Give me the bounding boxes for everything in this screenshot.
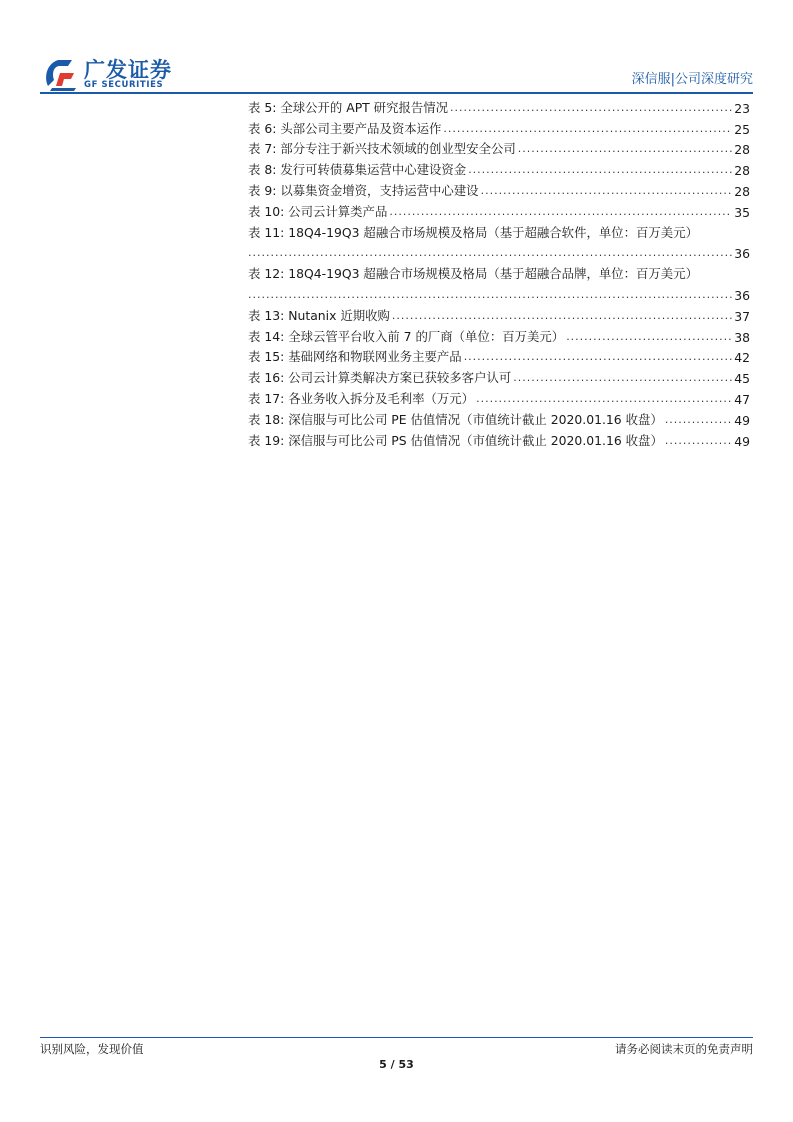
toc-leader-dots [665,435,732,449]
toc-entry-continuation[interactable] [248,282,750,303]
toc-leader-dots [389,206,732,220]
table-of-contents [248,95,750,449]
toc-entry-page: 23 [734,100,750,116]
toc-leader-dots [513,372,732,386]
toc-entry-label: 表 18: 深信服与可比公司 PE 估值情况（市值统计截止 2020.01.16 收盘） [248,411,663,427]
toc-entry[interactable] [248,137,750,158]
report-title: 深信服|公司深度研究 [631,72,753,87]
toc-entry-page: 47 [734,391,750,407]
toc-entry[interactable] [248,303,750,324]
toc-entry[interactable] [248,220,750,241]
toc-entry[interactable] [248,428,750,449]
toc-entry[interactable] [248,407,750,428]
header-divider [40,92,753,94]
toc-leader-dots [450,102,732,116]
logo-english-name: GF SECURITIES [84,80,164,90]
toc-entry-page: 28 [734,183,750,199]
toc-entry-page: 28 [734,142,750,158]
toc-leader-dots [464,351,733,365]
toc-entry-page: 36 [734,287,750,303]
toc-entry-continuation[interactable] [248,241,750,262]
footer-divider [40,1037,753,1038]
toc-entry-page: 38 [734,329,750,345]
toc-entry[interactable] [248,157,750,178]
toc-entry[interactable] [248,365,750,386]
toc-leader-dots [392,310,732,324]
toc-entry-label: 表 16: 公司云计算类解决方案已获较多客户认可 [248,370,512,386]
toc-entry-label: 表 17: 各业务收入拆分及毛利率（万元） [248,390,475,406]
toc-entry[interactable] [248,199,750,220]
toc-entry-page: 35 [734,204,750,220]
toc-entry-page: 42 [734,350,750,366]
toc-entry-label: 表 9: 以募集资金增资，支持运营中心建设 [248,182,479,198]
page-number: 5 / 53 [379,1058,414,1071]
toc-entry-page: 36 [734,246,750,262]
toc-leader-dots [443,123,732,137]
toc-entry-page: 49 [734,433,750,449]
toc-entry-label: 表 6: 头部公司主要产品及资本运作 [248,120,442,136]
toc-entry-label: 表 5: 全球公开的 APT 研究报告情况 [248,99,449,115]
toc-entry-page: 28 [734,163,750,179]
toc-leader-dots [665,414,732,428]
toc-entry-page: 25 [734,121,750,137]
toc-entry[interactable] [248,324,750,345]
footer-disclaimer-note: 请务必阅读末页的免责声明 [615,1042,753,1056]
toc-leader-dots [476,393,732,407]
toc-entry[interactable] [248,386,750,407]
toc-entry-page: 45 [734,371,750,387]
toc-entry-page: 37 [734,308,750,324]
toc-entry[interactable] [248,261,750,282]
toc-leader-dots [248,247,732,261]
toc-entry-label: 表 19: 深信服与可比公司 PS 估值情况（市值统计截止 2020.01.16 收盘） [248,432,663,448]
toc-entry-label: 表 8: 发行可转债募集运营中心建设资金 [248,162,467,178]
toc-entry-page: 49 [734,412,750,428]
gf-logo-icon [42,56,78,92]
toc-entry-label: 表 11: 18Q4-19Q3 超融合市场规模及格局（基于超融合软件，单位：百万美元） [248,224,698,240]
toc-leader-dots [481,185,733,199]
toc-leader-dots [248,289,732,303]
page-header [40,52,753,92]
toc-entry[interactable] [248,95,750,116]
toc-entry-label: 表 7: 部分专注于新兴技术领域的创业型安全公司 [248,141,516,157]
toc-entry[interactable] [248,116,750,137]
toc-leader-dots [468,164,732,178]
toc-leader-dots [566,331,732,345]
toc-entry[interactable] [248,178,750,199]
footer-slogan: 识别风险，发现价值 [40,1042,144,1056]
toc-entry-label: 表 10: 公司云计算类产品 [248,203,388,219]
logo-chinese-name: 广发证券 [84,58,172,82]
toc-entry-label: 表 12: 18Q4-19Q3 超融合市场规模及格局（基于超融合品牌，单位：百万美元） [248,266,698,282]
toc-entry-label: 表 14: 全球云管平台收入前 7 的厂商（单位：百万美元） [248,328,565,344]
toc-leader-dots [518,143,732,157]
toc-entry-label: 表 13: Nutanix 近期收购 [248,307,390,323]
toc-entry-label: 表 15: 基础网络和物联网业务主要产品 [248,349,462,365]
toc-entry[interactable] [248,345,750,366]
